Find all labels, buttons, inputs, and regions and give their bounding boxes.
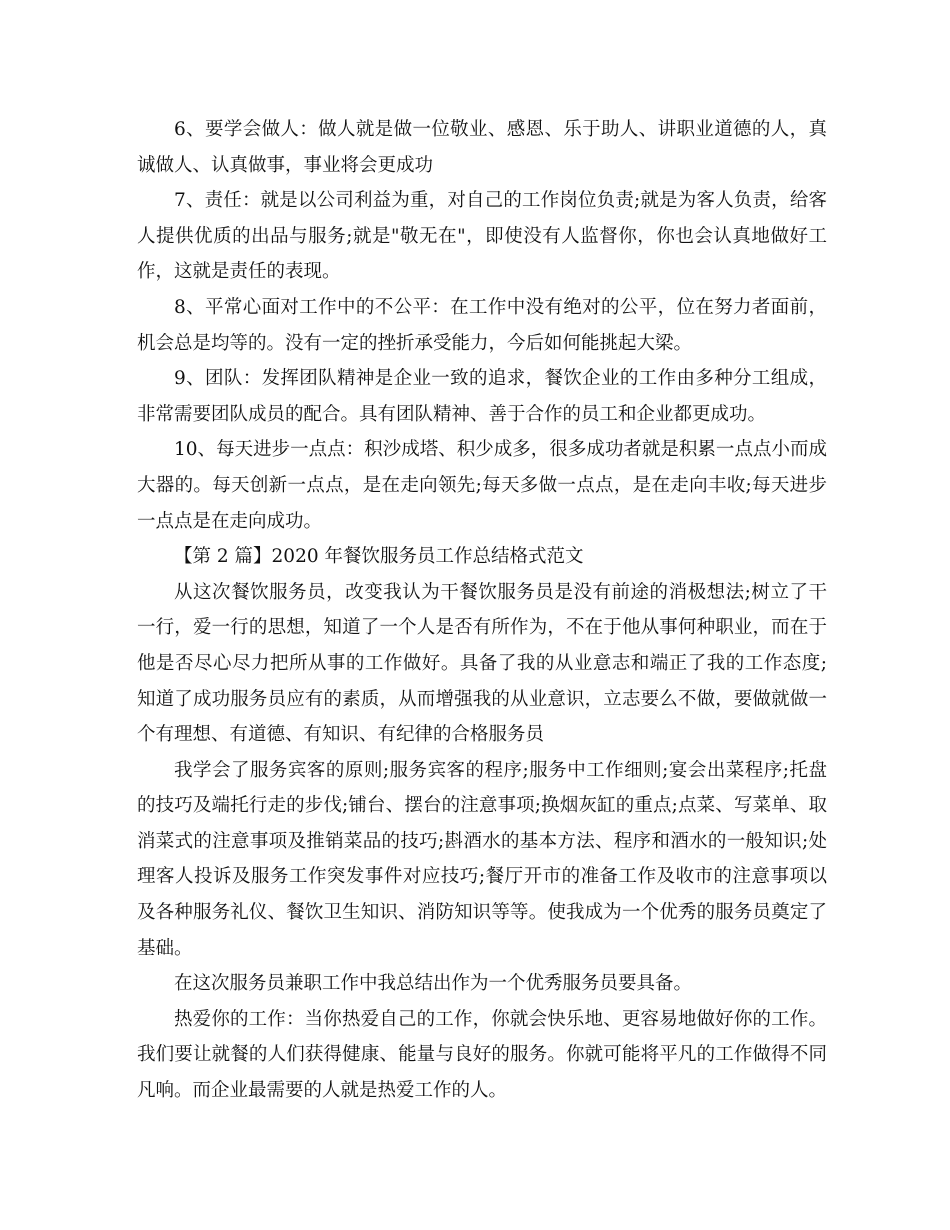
paragraph-item-9: 9、团队：发挥团队精神是企业一致的追求，餐饮企业的工作由多种分工组成，非常需要团队成员的配合。具有团队精神、善于合作的员工和企业都更成功。 [137,368,827,425]
paragraph-item-10: 10、每天进步一点点：积沙成塔、积少成多，很多成功者就是积累一点点小而成大器的。每天创新一点点，是在走向领先;每天多做一点点，是在走向丰收;每天进步一点点是在走向成功。 [137,439,827,532]
document-body [137,112,827,1109]
paragraph-item-6: 6、要学会做人：做人就是做一位敬业、感恩、乐于助人、讲职业道德的人，真诚做人、认真做事，事业将会更成功 [137,119,827,176]
paragraph-item-8: 8、平常心面对工作中的不公平：在工作中没有绝对的公平，位在努力者面前，机会总是均等的。没有一定的挫折承受能力，今后如何能挑起大梁。 [137,296,827,354]
section-paragraph: 从这次餐饮服务员，改变我认为干餐饮服务员是没有前途的消极想法;树立了干一行，爱一行的思想，知道了一个人是否有所作为，不在于他从事何种职业，而在于他是否尽心尽力把所从事的工作做好。具备了我的从业意志和端正了我的工作态度;知道了成功服务员应有的素质，从而增强我的从业意识，立志要么不做，要做就做一个有理想、有道德、有知识、有纪律的合格服务员 [137,581,827,746]
section-paragraph: 在这次服务员兼职工作中我总结出作为一个优秀服务员要具备。 [174,973,693,995]
section-paragraph: 我学会了服务宾客的原则;服务宾客的程序;服务中工作细则;宴会出菜程序;托盘的技巧及端托行走的步伐;铺台、摆台的注意事项;换烟灰缸的重点;点菜、写菜单、取消菜式的注意事项及推销菜品的技巧;斟酒水的基本方法、程序和酒水的一般知识;处理客人投诉及服务工作突发事件对应技巧;餐厅开市的准备工作及收市的注意事项以及各种服务礼仪、餐饮卫生知识、消防知识等等。使我成为一个优秀的服务员奠定了基础。 [137,759,827,959]
paragraph-item-7: 7、责任：就是以公司利益为重，对自己的工作岗位负责;就是为客人负责，给客人提供优质的出品与服务;就是"敬无在"，即使没有人监督你，你也会认真地做好工作，这就是责任的表现。 [137,190,827,283]
section-paragraph: 热爱你的工作：当你热爱自己的工作，你就会快乐地、更容易地做好你的工作。我们要让就餐的人们获得健康、能量与良好的服务。你就可能将平凡的工作做得不同凡响。而企业最需要的人就是热爱工作的人。 [137,1008,827,1102]
section-heading: 【第 2 篇】2020 年餐饮服务员工作总结格式范文 [174,546,584,568]
